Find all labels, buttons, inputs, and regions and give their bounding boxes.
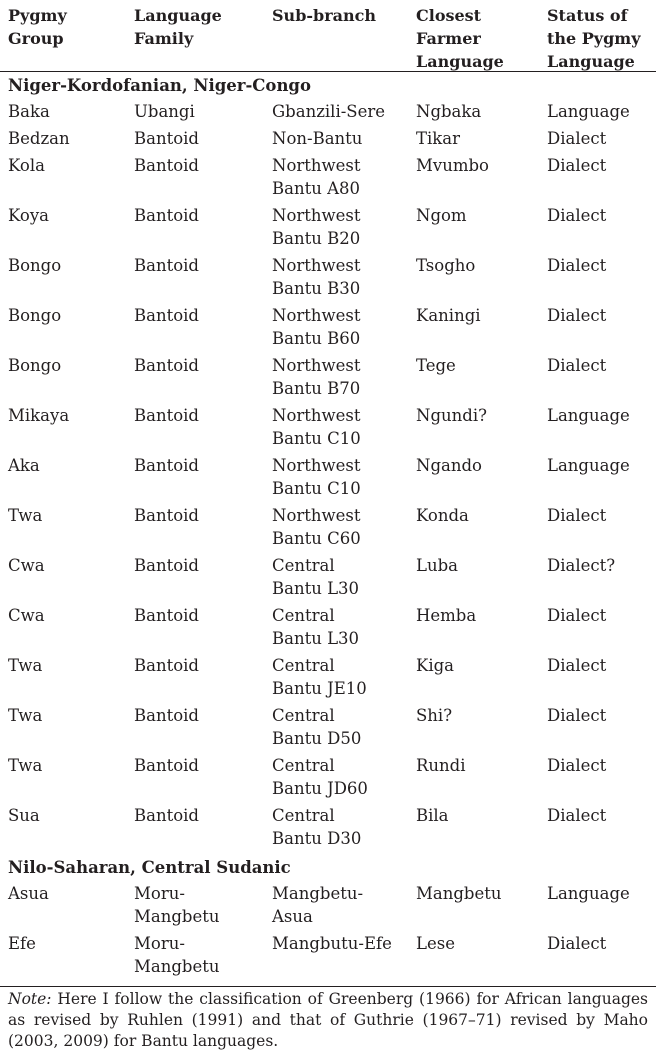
cell-status: Language (547, 456, 630, 475)
cell-language-family: Bantoid (134, 506, 199, 525)
cell-language-family: Bantoid (134, 206, 199, 225)
cell-sub-branch: Mangbutu-Efe (272, 934, 392, 953)
cell-language-family: Bantoid (134, 129, 199, 148)
cell-sub-branch: Mangbetu- Asua (272, 884, 364, 926)
cell-closest-farmer-language: Tsogho (416, 256, 476, 275)
cell-status: Dialect (547, 129, 607, 148)
cell-language-family: Moru- Mangbetu (134, 934, 220, 976)
table-row (0, 882, 656, 932)
cell-language-family: Bantoid (134, 406, 199, 425)
cell-closest-farmer-language: Lese (416, 934, 455, 953)
cell-closest-farmer-language: Konda (416, 506, 469, 525)
table-row (0, 100, 656, 127)
cell-closest-farmer-language: Ngbaka (416, 102, 482, 121)
cell-status: Dialect (547, 156, 607, 175)
cell-language-family: Bantoid (134, 756, 199, 775)
cell-status: Dialect (547, 706, 607, 725)
section-title: Niger-Kordofanian, Niger-Congo (8, 76, 311, 95)
cell-closest-farmer-language: Ngom (416, 206, 467, 225)
table-row (0, 127, 656, 154)
table-row (0, 254, 656, 304)
cell-status: Dialect (547, 656, 607, 675)
cell-sub-branch: Central Bantu L30 (272, 606, 360, 648)
cell-pygmy-group: Koya (8, 206, 49, 225)
cell-status: Dialect (547, 206, 607, 225)
cell-language-family: Bantoid (134, 456, 199, 475)
cell-language-family: Bantoid (134, 806, 199, 825)
cell-closest-farmer-language: Luba (416, 556, 458, 575)
table-row (0, 654, 656, 704)
cell-pygmy-group: Bongo (8, 306, 62, 325)
table-header (0, 0, 656, 71)
cell-pygmy-group: Cwa (8, 556, 45, 575)
note-text: Here I follow the classification of Greenberg (1966) for African languages as revised by Ruhlen (1991) and that of Guthrie (1967–71) revised by Maho (2003, 2009) for Bantu languages. (8, 990, 648, 1050)
cell-closest-farmer-language: Tikar (416, 129, 461, 148)
cell-pygmy-group: Mikaya (8, 406, 70, 425)
cell-sub-branch: Northwest Bantu B60 (272, 306, 361, 348)
cell-language-family: Bantoid (134, 356, 199, 375)
cell-sub-branch: Central Bantu D50 (272, 706, 362, 748)
cell-closest-farmer-language: Rundi (416, 756, 466, 775)
cell-pygmy-group: Twa (8, 756, 43, 775)
cell-closest-farmer-language: Mvumbo (416, 156, 489, 175)
cell-status: Dialect (547, 806, 607, 825)
cell-closest-farmer-language: Kiga (416, 656, 455, 675)
cell-sub-branch: Non-Bantu (272, 129, 363, 148)
table-body (0, 72, 656, 982)
table-row (0, 932, 656, 982)
cell-pygmy-group: Kola (8, 156, 45, 175)
cell-status: Language (547, 884, 630, 903)
cell-language-family: Bantoid (134, 556, 199, 575)
cell-closest-farmer-language: Kaningi (416, 306, 481, 325)
cell-pygmy-group: Bongo (8, 356, 62, 375)
cell-pygmy-group: Twa (8, 656, 43, 675)
cell-pygmy-group: Sua (8, 806, 40, 825)
cell-language-family: Ubangi (134, 102, 195, 121)
cell-language-family: Bantoid (134, 706, 199, 725)
cell-sub-branch: Northwest Bantu C10 (272, 456, 361, 498)
cell-language-family: Bantoid (134, 306, 199, 325)
header-pygmy-group: Pygmy Group (8, 6, 67, 48)
cell-pygmy-group: Twa (8, 506, 43, 525)
cell-sub-branch: Central Bantu L30 (272, 556, 360, 598)
table-row (0, 304, 656, 354)
cell-language-family: Bantoid (134, 156, 199, 175)
table-row (0, 804, 656, 854)
cell-pygmy-group: Asua (8, 884, 49, 903)
cell-status: Dialect (547, 606, 607, 625)
table-row (0, 504, 656, 554)
cell-sub-branch: Northwest Bantu B30 (272, 256, 361, 298)
table-row (0, 604, 656, 654)
header-status: Status of the Pygmy Language (547, 6, 641, 71)
cell-closest-farmer-language: Hemba (416, 606, 477, 625)
table-row (0, 204, 656, 254)
cell-language-family: Bantoid (134, 256, 199, 275)
cell-sub-branch: Northwest Bantu C10 (272, 406, 361, 448)
cell-language-family: Bantoid (134, 656, 199, 675)
cell-pygmy-group: Cwa (8, 606, 45, 625)
table-row (0, 754, 656, 804)
table-row (0, 354, 656, 404)
cell-pygmy-group: Bedzan (8, 129, 70, 148)
cell-pygmy-group: Efe (8, 934, 36, 953)
cell-sub-branch: Northwest Bantu A80 (272, 156, 361, 198)
cell-sub-branch: Central Bantu D30 (272, 806, 362, 848)
cell-status: Dialect (547, 934, 607, 953)
header-closest-farmer-language: Closest Farmer Language (416, 6, 504, 71)
cell-status: Language (547, 406, 630, 425)
cell-status: Dialect (547, 756, 607, 775)
cell-language-family: Moru- Mangbetu (134, 884, 220, 926)
cell-closest-farmer-language: Bila (416, 806, 449, 825)
cell-status: Dialect (547, 306, 607, 325)
cell-status: Dialect (547, 506, 607, 525)
cell-sub-branch: Gbanzili-Sere (272, 102, 386, 121)
header-sub-branch: Sub-branch (272, 6, 377, 25)
table-row (0, 454, 656, 504)
cell-language-family: Bantoid (134, 606, 199, 625)
table-row (0, 704, 656, 754)
cell-pygmy-group: Baka (8, 102, 50, 121)
cell-sub-branch: Central Bantu JD60 (272, 756, 368, 798)
cell-sub-branch: Northwest Bantu B20 (272, 206, 361, 248)
cell-sub-branch: Central Bantu JE10 (272, 656, 367, 698)
cell-status: Dialect (547, 256, 607, 275)
cell-pygmy-group: Twa (8, 706, 43, 725)
note-lead: Note: (8, 990, 52, 1008)
cell-status: Dialect? (547, 556, 616, 575)
cell-closest-farmer-language: Tege (416, 356, 456, 375)
cell-sub-branch: Northwest Bantu C60 (272, 506, 361, 548)
header-language-family: Language Family (134, 6, 222, 48)
table-note (0, 987, 656, 1052)
cell-closest-farmer-language: Shi? (416, 706, 453, 725)
cell-pygmy-group: Bongo (8, 256, 62, 275)
cell-closest-farmer-language: Ngando (416, 456, 482, 475)
table-row (0, 404, 656, 454)
cell-closest-farmer-language: Ngundi? (416, 406, 487, 425)
cell-status: Language (547, 102, 630, 121)
cell-pygmy-group: Aka (8, 456, 40, 475)
cell-status: Dialect (547, 356, 607, 375)
section-title: Nilo-Saharan, Central Sudanic (8, 858, 291, 877)
cell-sub-branch: Northwest Bantu B70 (272, 356, 361, 398)
cell-closest-farmer-language: Mangbetu (416, 884, 502, 903)
table-row (0, 554, 656, 604)
table-row (0, 154, 656, 204)
